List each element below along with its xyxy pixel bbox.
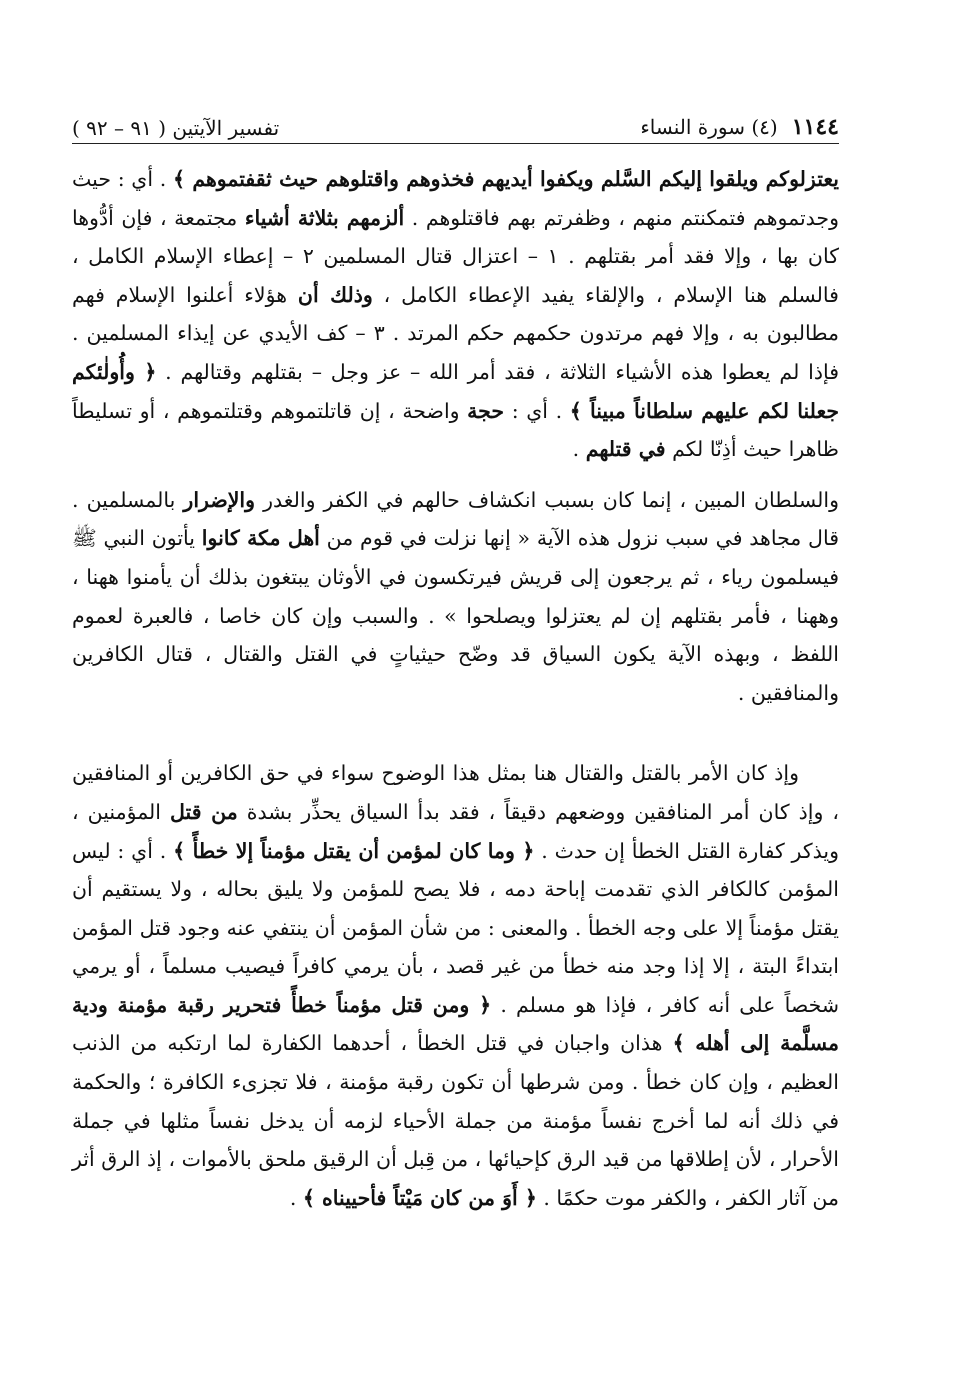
header-rule xyxy=(72,143,839,144)
text-segment: . xyxy=(289,1185,303,1210)
text-segment: . أي : ليس المؤمن كالكافر الذي تقدمت إباحة دمه ، فلا يصح للمؤمن ولا يليق بحاله ، ولا يستقيم أن يقتل مؤمناً إلا على وجه الخطأ . والمعنى : من شأن المؤمن أن ينتفي عنه وجود قتل المؤمن ابتداءً البتة ، إلا إذا وجد منه خطأ من غير قصد ، بأن يرمي كافراً فيصيب مسلماً ، أو يرمي شخصاً على أنه كافر ، فإذا هو مسلم . xyxy=(72,838,840,1017)
text-segment: والسلطان المبين ، إنما كان بسبب انكشاف حالهم في الكفر والغدر xyxy=(255,487,839,512)
bold-text-segment: ﴿ ومن قتل مؤمناً خطأً فتحرير رقبة مؤمنة ودية مسلَّمة إلى أهله ﴾ xyxy=(72,992,839,1056)
bold-text-segment: ألزمهم بثلاثة أشياء xyxy=(244,205,405,230)
page-header xyxy=(72,100,839,140)
paragraph-1 xyxy=(72,160,839,469)
bold-text-segment: حجة xyxy=(467,398,505,423)
text-segment: هذان واجبان في قتل الخطأ ، أحدهما الكفارة لما ارتكبه من الذنب العظيم ، وإن كان خطأ . ومن شرطها أن تكون رقبة مؤمنة ، فلا تجزىء الكافرة ؛ والحكمة في ذلك أنه لما أخرج نفساً مؤمنة من جملة الأحياء لزمه أن يدخل نفساً مثلها في جملة الأحرار ، لأن إطلاقها من قيد الرق كإحيائها ، من قِبل أن الرقيق ملحق بالأموات ، إذ الرق أثر من آثار الكفر ، والكفر موت حكمًا . xyxy=(72,1031,839,1210)
text-segment: المؤمنين ، ويذكر كفارة القتل الخطأ إن حدث . xyxy=(72,799,839,863)
text-segment: وإذ كان الأمر بالقتل والقتال هنا بمثل هذا الوضوح سواء في حق الكافرين أو المنافقين ، وإذ كان أمر المنافقين ووضعهم دقيقاً ، فقد بدأ السياق يحذِّر بشدة xyxy=(72,761,839,824)
bold-text-segment: وذلك أن xyxy=(297,282,373,307)
paragraph-3 xyxy=(72,754,839,1217)
text-segment: . xyxy=(572,437,586,462)
bold-text-segment: ﴿ أَوَ من كان مَيْتاً فأحييناه ﴾ xyxy=(302,1185,537,1210)
page-number: ١١٤٤ xyxy=(791,114,839,140)
bold-text-segment: والإضرار xyxy=(183,487,256,512)
text-segment: واضحة ، إن قاتلتموهم وقتلتموهم ، أو تسليطاً ظاهرا حيث أذِنّا لكم xyxy=(72,398,839,462)
bold-text-segment: ﴿ وأُولٰئكم جعلنا لكم عليهم سلطاناً مبيناً ﴾ xyxy=(72,359,840,423)
text-segment: . أي : حيث وجدتموهم فتمكنتم منهم ، وظفرتم بهم فاقتلوهم . xyxy=(72,167,839,230)
text-segment: . أي : xyxy=(504,398,570,423)
bold-text-segment: أهل مكة كانوا xyxy=(201,526,320,551)
page-body xyxy=(72,160,839,1217)
surah-name: (٤) سورة النساء xyxy=(640,115,778,139)
header-right xyxy=(640,114,839,140)
section-title: تفسير الآيتين ( ٩١ – ٩٢ ) xyxy=(72,116,280,140)
text-segment: بالمسلمين . قال مجاهد في سبب نزول هذه الآية « إنها نزلت في قوم من xyxy=(72,487,839,551)
bold-text-segment: من قتل xyxy=(170,799,238,824)
paragraph-2 xyxy=(72,481,839,713)
text-segment: مجتمعة ، فإن أدُّوها كان بها ، وإلا فقد أمر بقتلهم . ١ – اعتزال قتال المسلمين ٢ – إعطاء الإسلام الكامل ، فالسلم هنا الإسلام ، والإلقاء يفيد الإعطاء الكامل ، xyxy=(72,205,839,307)
bold-text-segment: يعتزلوكم ويلقوا إليكم السَّلم ويكفوا أيديهم فخذوهم واقتلوهم حيث ثقفتموهم ﴾ xyxy=(172,167,839,191)
bold-text-segment: ﴿ وما كان لمؤمن أن يقتل مؤمناً إلا خطأً ﴾ xyxy=(173,838,535,863)
text-segment: هؤلاء أعلنوا الإسلام فهم مطالبون به ، وإلا فهم مرتدون حكمهم حكم المرتد . ٣ – كف الأيدي عن إيذاء المسلمين . فإذا لم يعطوا هذه الأشياء الثلاثة ، فقد أمر الله – عز وجل – بقتلهم وقتالهم . xyxy=(72,282,840,384)
bold-text-segment: في قتلهم xyxy=(585,437,666,462)
text-segment: يأتون النبي ﷺ فيسلمون رياء ، ثم يرجعون إلى قريش فيرتكسون في الأوثان يبتغون بذلك أن يأمنوا ههنا ، وههنا ، فأمر بقتلهم إن لم يعتزلوا ويصلحوا » . والسبب وإن كان خاصا ، فالعبرة لعموم اللفظ ، وبهذه الآية يكون السياق قد وضّح حيثياتٍ في القتل والقتال ، قتال الكافرين والمنافقين . xyxy=(72,526,839,705)
